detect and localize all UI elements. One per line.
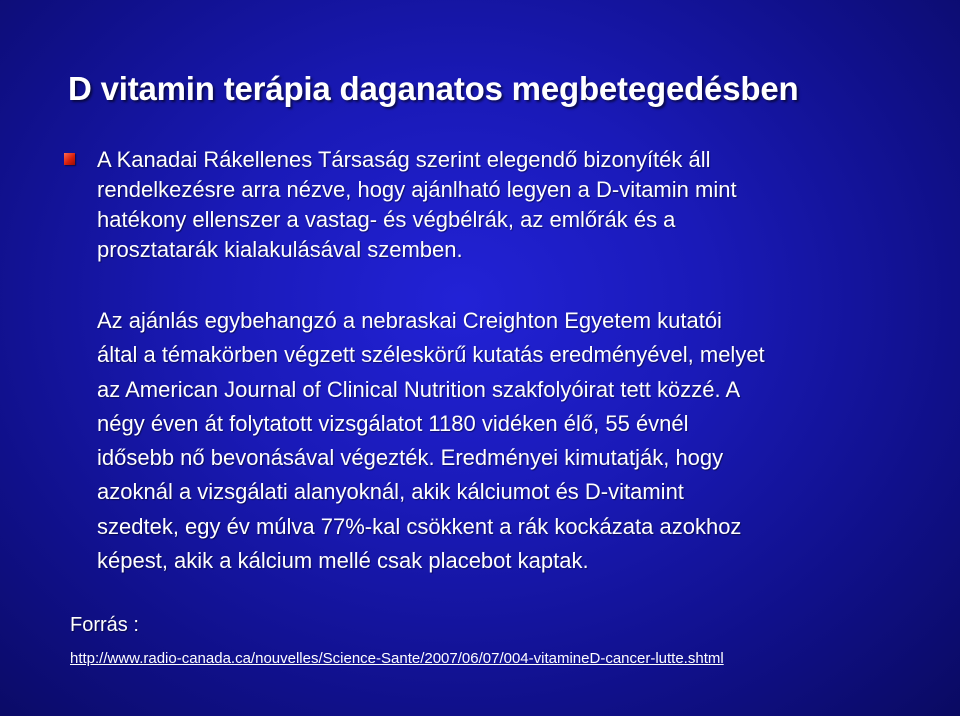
paragraph-line: négy éven át folytatott vizsgálatot 1180 vidéken élő, 55 évnél xyxy=(97,410,689,436)
bullet-square-icon xyxy=(64,153,75,165)
bullet-text xyxy=(97,145,917,265)
bullet-item xyxy=(97,145,917,265)
source-link[interactable]: http://www.radio-canada.ca/nouvelles/Science-Sante/2007/06/07/004-vitamineD-cancer-lutte.shtml xyxy=(70,650,724,667)
body-paragraph xyxy=(97,304,917,578)
paragraph-text xyxy=(97,304,917,578)
bullet-line: rendelkezésre arra nézve, hogy ajánlható legyen a D-vitamin mint xyxy=(97,177,737,202)
paragraph-line: szedtek, egy év múlva 77%-kal csökkent a rák kockázata azokhoz xyxy=(97,513,742,539)
bullet-line: A Kanadai Rákellenes Társaság szerint elegendő bizonyíték áll xyxy=(97,147,711,172)
slide-title: D vitamin terápia daganatos megbetegedésben xyxy=(68,70,799,107)
bullet-line: prosztatarák kialakulásával szemben. xyxy=(97,237,463,262)
paragraph-line: azoknál a vizsgálati alanyoknál, akik kálciumot és D-vitamint xyxy=(97,479,684,505)
paragraph-line: az American Journal of Clinical Nutrition szakfolyóirat tett közzé. A xyxy=(97,376,741,402)
paragraph-line: képest, akik a kálcium mellé csak placebot kaptak. xyxy=(97,548,589,574)
paragraph-line: idősebb nő bevonásával végezték. Eredményei kimutatják, hogy xyxy=(97,445,724,471)
paragraph-line: Az ajánlás egybehangzó a nebraskai Creighton Egyetem kutatói xyxy=(97,308,722,333)
paragraph-line: által a témakörben végzett széleskörű kutatás eredményével, melyet xyxy=(97,342,765,368)
source-label: Forrás : xyxy=(70,614,139,636)
bullet-line: hatékony ellenszer a vastag- és végbélrák, az emlőrák és a xyxy=(97,207,676,232)
